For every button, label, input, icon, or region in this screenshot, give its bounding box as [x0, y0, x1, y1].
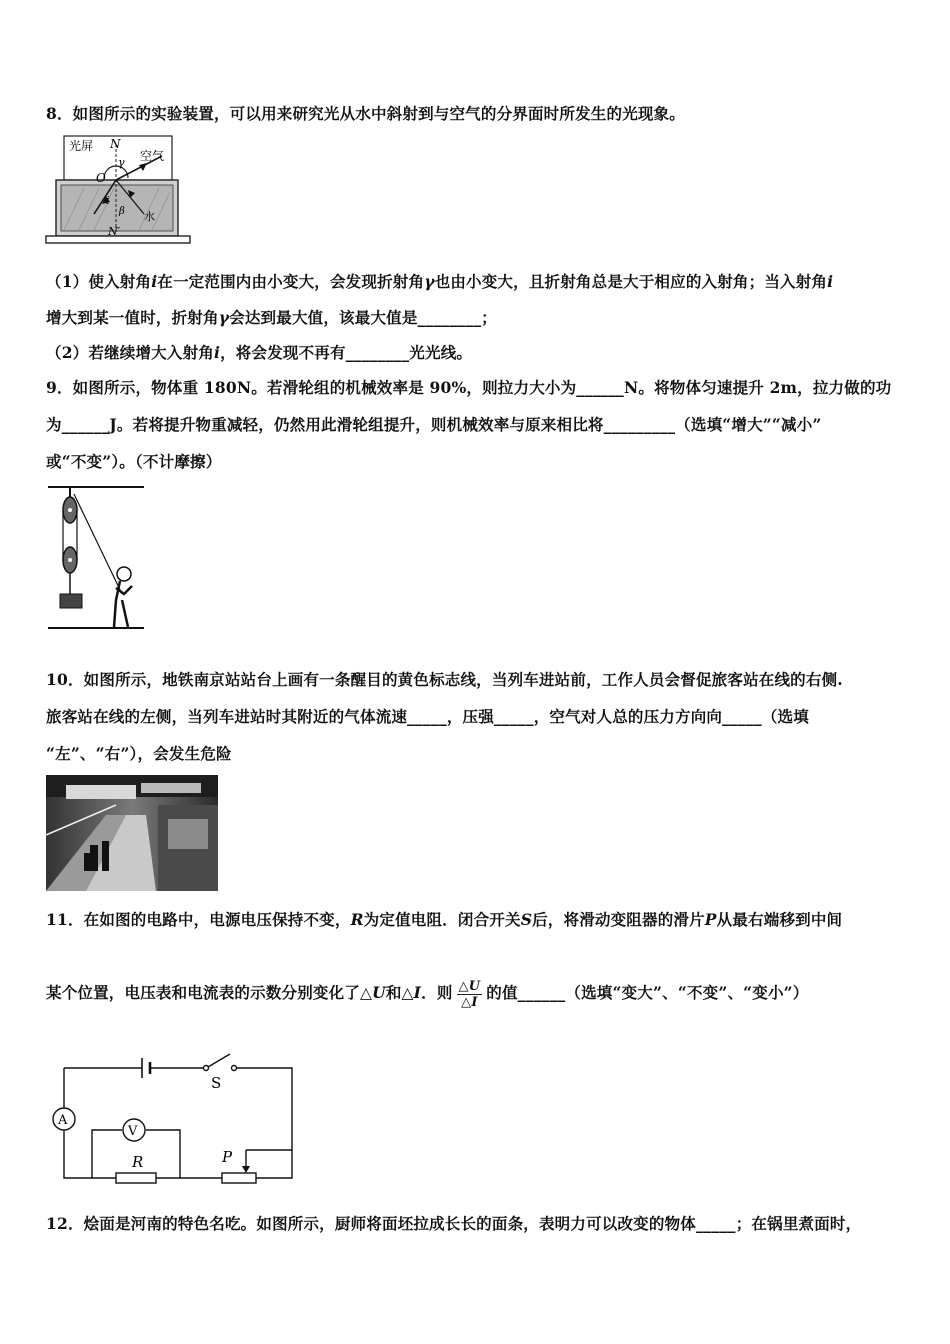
q8-stem: 8．如图所示的实验装置，可以用来研究光从水中斜射到与空气的分界面时所发生的光现象。 [46, 104, 685, 123]
water-label: 水 [144, 210, 155, 223]
screen-label: 光屏 [69, 139, 94, 153]
delta-fraction: $\frac{\triangle U}{\triangle I}$ [458, 978, 481, 1010]
q11-line2: 某个位置，电压表和电流表的示数分别变化了△U和△I．则 $\frac{\triangle U}{\triangle I}$ 的值______（选填“变大”、“不变”、“变小”） [46, 978, 809, 1010]
q8-part1-line2: 增大到某一值时，折射角γ会达到最大值，该最大值是________； [46, 308, 497, 327]
pulley-figure [44, 482, 148, 632]
point-o-label: O [96, 171, 106, 185]
voltmeter-label: V [128, 1124, 138, 1139]
i-label: i [106, 194, 110, 207]
q9-line1: 9．如图所示，物体重 180N。若滑轮组的机械效率是 90%，则拉力大小为______N。将物体匀速提升 2m，拉力做的功 [46, 378, 892, 397]
q10-line2: 旅客站在线的左侧，当列车进站时其附近的气体流速_____，压强_____，空气对人总的压力方向向_____（选填 [46, 707, 809, 726]
air-label: 空气 [140, 149, 165, 163]
q8-part2: （2）若继续增大入射角i，将会发现不再有________光光线。 [46, 343, 473, 362]
q10-line1: 10．如图所示，地铁南京站站台上画有一条醒目的黄色标志线，当列车进站前，工作人员会督促旅客站在线的右侧. [46, 670, 843, 689]
ammeter-label: A [58, 1113, 68, 1128]
q12-line1: 12．烩面是河南的特色名吃。如图所示，厨师将面坯拉成长长的面条，表明力可以改变的物体_____；在锅里煮面时， [46, 1214, 862, 1233]
q9-line3: 或“不变”）。（不计摩擦） [46, 452, 222, 471]
gamma-label: γ [118, 156, 125, 169]
refraction-figure [44, 132, 194, 248]
switch-label: S [211, 1074, 222, 1092]
q9-line2: 为______J。若将提升物重减轻，仍然用此滑轮组提升，则机械效率与原来相比将_________（选填“增大”“减小” [46, 415, 822, 434]
circuit-figure [46, 1050, 300, 1186]
q11-line1: 11．在如图的电路中，电源电压保持不变，R为定值电阻．闭合开关S后，将滑动变阻器的滑片P从最右端移到中间 [46, 910, 843, 929]
slider-label: P [222, 1148, 233, 1166]
resistor-label: R [132, 1153, 144, 1171]
beta-label: β [119, 206, 125, 217]
subway-photo [46, 775, 218, 891]
normal-bottom-label: N′ [108, 225, 121, 238]
q10-line3: “左”、“右”），会发生危险 [46, 744, 232, 763]
normal-top-label: N [110, 137, 121, 151]
q8-part1-line1: （1）使入射角i在一定范围内由小变大，会发现折射角γ也由小变大，且折射角总是大于相应的入射角；当入射角i [46, 272, 834, 291]
